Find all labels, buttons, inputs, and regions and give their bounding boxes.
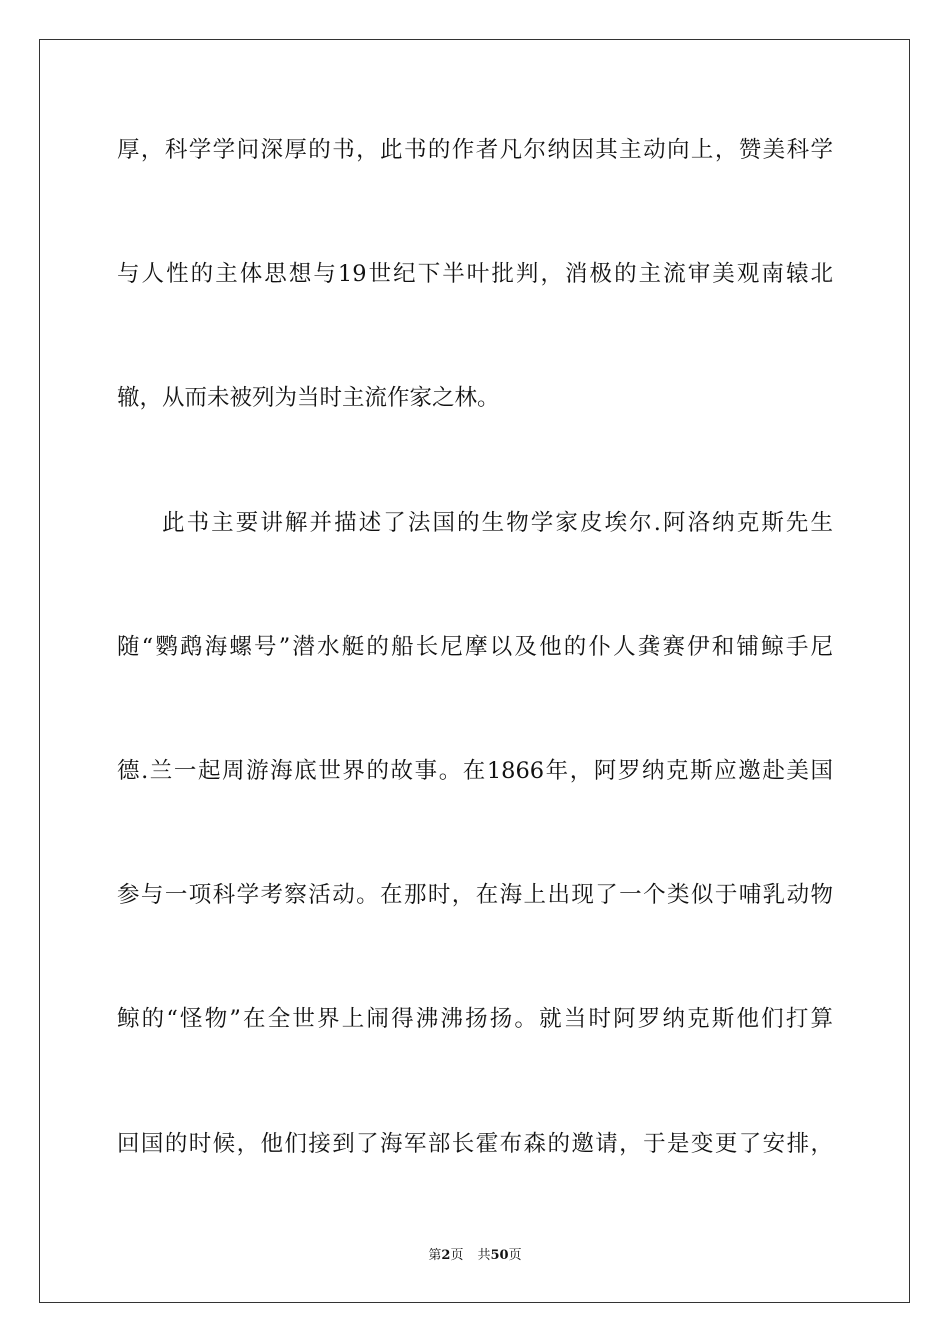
body-text-line-8: 鲸的“怪物”在全世界上闹得沸沸扬扬。就当时阿罗纳克斯他们打算 (117, 1006, 833, 1032)
footer-page-number: 2 (441, 1248, 451, 1263)
footer-total-suffix: 页 (508, 1248, 522, 1263)
body-text-line-1: 厚，科学学问深厚的书，此书的作者凡尔纳因其主动向上，赞美科学 (117, 137, 833, 163)
footer-page-suffix: 页 (450, 1248, 464, 1263)
body-text-line-4: 此书主要讲解并描述了法国的生物学家皮埃尔.阿洛纳克斯先生 (162, 510, 833, 536)
body-text-line-9: 回国的时候，他们接到了海军部长霍布森的邀请，于是变更了安排， (117, 1131, 833, 1157)
body-text-line-6: 德.兰一起周游海底世界的故事。在1866年，阿罗纳克斯应邀赴美国 (117, 758, 833, 784)
body-text-line-7: 参与一项科学考察活动。在那时，在海上出现了一个类似于哺乳动物 (117, 882, 833, 908)
body-text-line-3: 辙，从而未被列为当时主流作家之林。 (117, 385, 500, 411)
footer-page-prefix: 第 (428, 1248, 442, 1263)
page-footer (0, 1248, 950, 1264)
page-border (39, 39, 910, 1303)
body-text-line-2: 与人性的主体思想与19世纪下半叶批判，消极的主流审美观南辕北 (117, 261, 833, 287)
body-text-line-5: 随“鹦鹉海螺号”潜水艇的船长尼摩以及他的仆人龚赛伊和铺鲸手尼 (117, 634, 833, 660)
footer-total-prefix: 共 (477, 1248, 491, 1263)
footer-total-pages: 50 (490, 1248, 509, 1263)
